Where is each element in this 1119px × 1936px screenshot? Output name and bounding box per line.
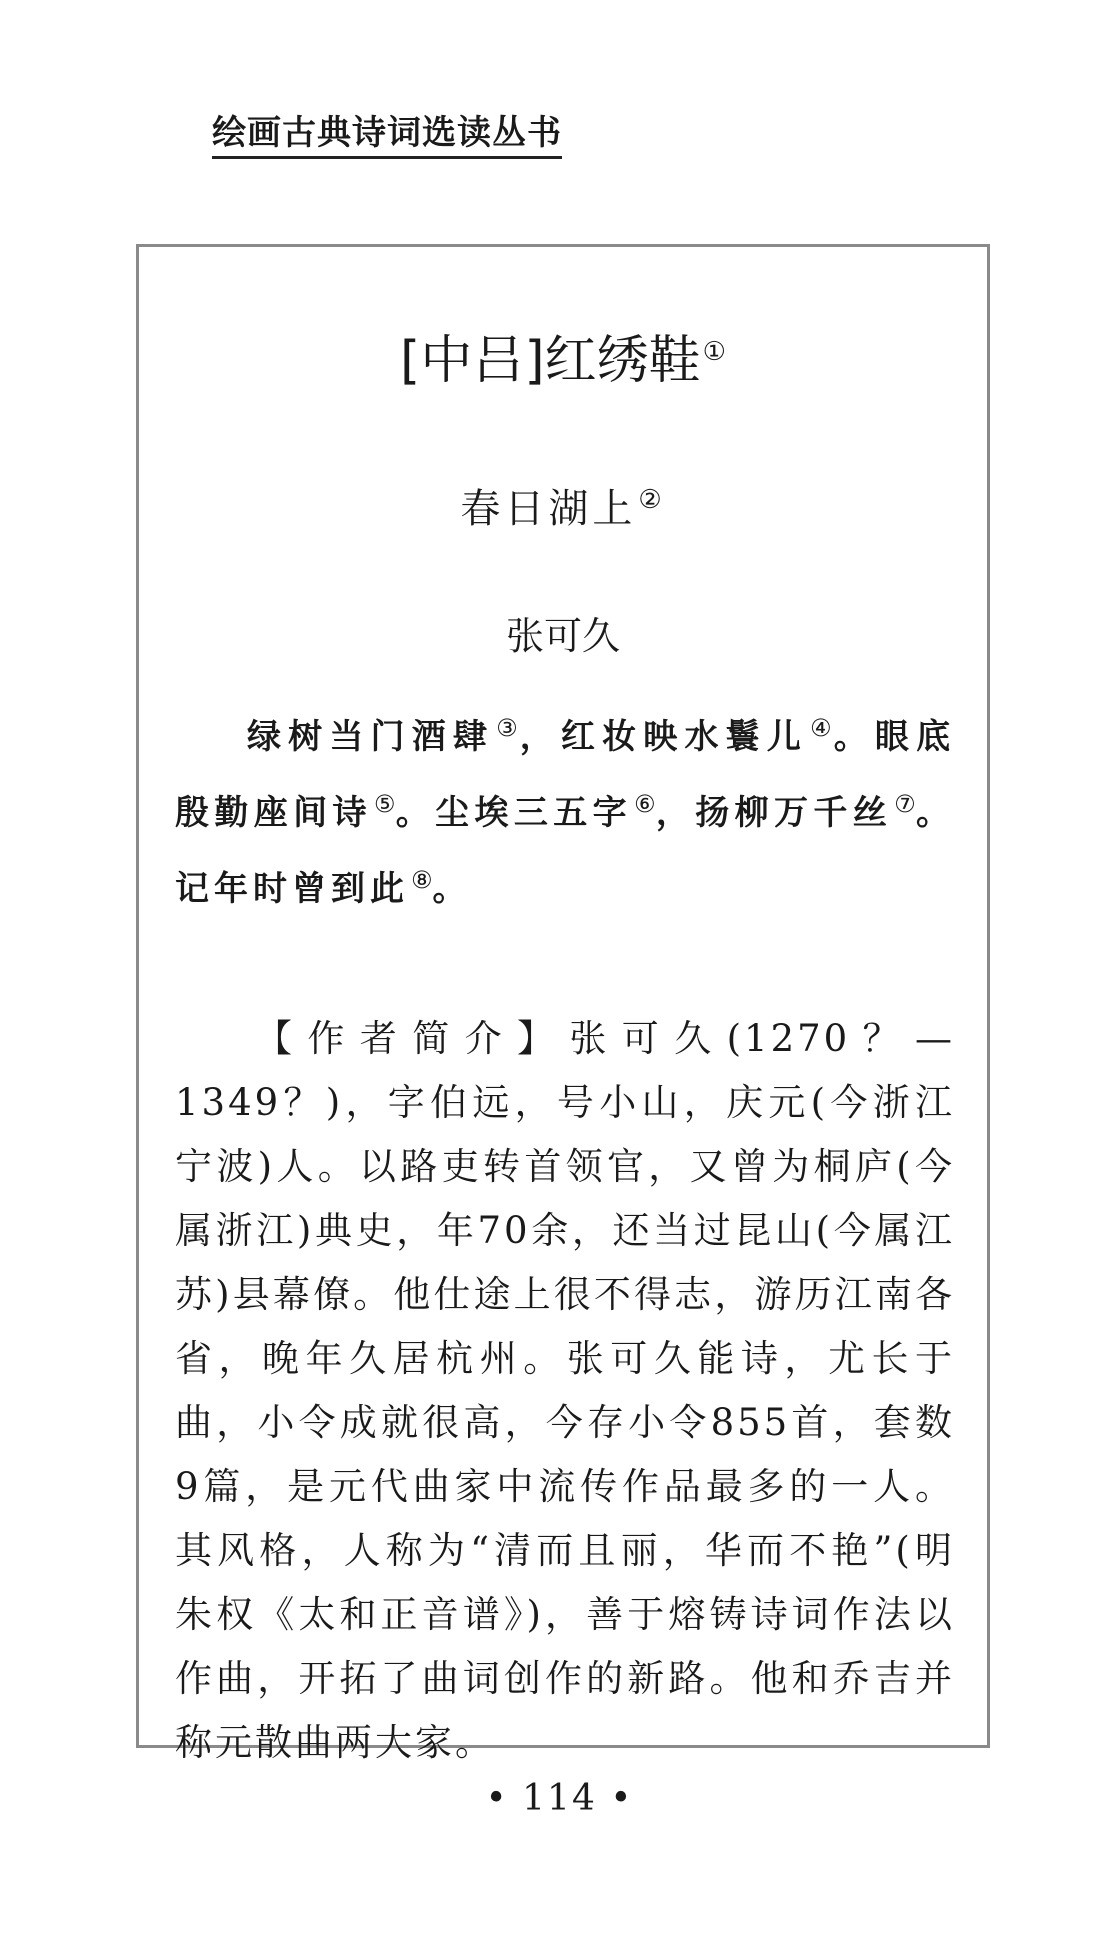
punctuation: 。 [833, 717, 875, 757]
punctuation: 。 [395, 793, 436, 833]
poem-line: 红妆映水鬟儿 [560, 717, 809, 757]
tune-title-text: [中吕]红绣鞋 [400, 331, 701, 391]
poem-body [175, 699, 955, 927]
punctuation: ， [655, 793, 696, 833]
poem-author: 张可久 [505, 614, 620, 658]
tune-title [139, 329, 987, 393]
footnote-marker: ② [638, 484, 666, 515]
footnote-marker: ⑤ [373, 789, 396, 818]
footnote-marker: ⑧ [411, 865, 433, 894]
series-title: 绘画古典诗词选读丛书 [212, 112, 562, 159]
footnote-marker: ④ [810, 713, 834, 742]
poem-line: 尘埃三五字 [435, 793, 633, 833]
footnote-marker: ⑦ [894, 789, 917, 818]
poem-line: 绿树当门酒肆 [247, 717, 495, 757]
poem-line: 记年时曾到此 [175, 869, 409, 909]
footnote-marker: ① [702, 336, 726, 367]
poem-title-text: 春日湖上 [460, 486, 637, 532]
poem-line: 扬柳万千丝 [695, 793, 893, 833]
footnote-marker: ⑥ [634, 789, 656, 818]
poem-frame [136, 244, 990, 1764]
author-bio [175, 1007, 955, 1775]
punctuation: 。 [916, 793, 956, 833]
punctuation: 。 [432, 869, 472, 909]
poem-title [139, 483, 987, 535]
poem-line: 眼底殷勤座间诗 [175, 717, 956, 833]
bio-label: 【作者简介】 [255, 1017, 570, 1060]
punctuation: ， [519, 717, 561, 757]
page-number: • 114 • [485, 1778, 634, 1819]
footnote-marker: ③ [496, 713, 520, 742]
bio-text: 张可久(1270？—1349？)，字伯远，号小山，庆元(今浙江宁波)人。以路吏转首领官，又曾为桐庐(今属浙江)典史，年70余，还当过昆山(今属江苏)县幕僚。他仕途上很不得志，游历江南各省，晚年久居杭州。张可久能诗，尤长于曲，小令成就很高，今存小令855首，套数9篇，是元代曲家中流传作品最多的一人。其风格，人称为“清而且丽，华而不艳”(明朱权《太和正音谱》)，善于熔铸诗词作法以作曲，开拓了曲词创作的新路。他和乔吉并称元散曲两大家。 [175, 1017, 955, 1764]
